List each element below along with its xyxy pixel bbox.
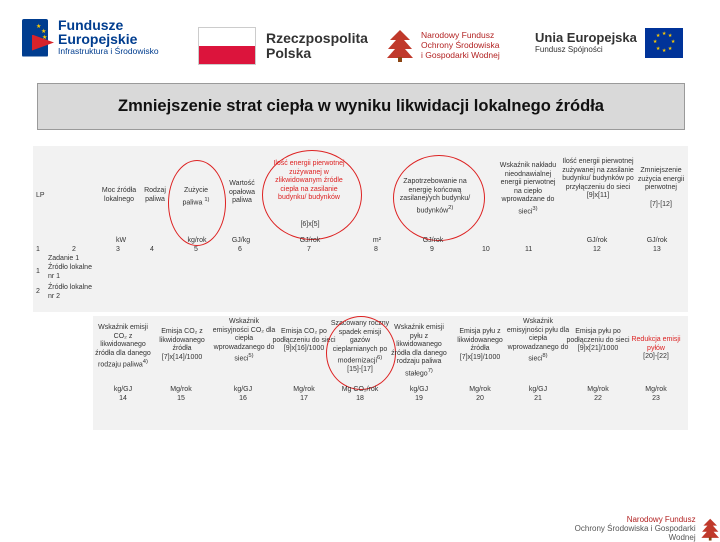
row-num: 2 — [36, 288, 40, 295]
unit-cell: GJ/rok — [586, 237, 608, 244]
col-14: Wskaźnik emisji CO₂ z likwidowanego źródła dla danego rodzaju paliwa$^{4)}$ — [95, 324, 151, 369]
col-wartosc: Wartość opałowa paliwa — [228, 180, 256, 205]
col-ilosc2: Ilość energii pierwotnej zużywanej na zasilanie budynku/ budynków po przyłączeniu do sieci [9]x[11] — [562, 158, 634, 200]
col-number: 9 — [430, 246, 434, 253]
col-number: 14 — [119, 395, 127, 402]
col-number: 3 — [116, 246, 120, 253]
col-number: 23 — [652, 395, 660, 402]
col-number: 10 — [482, 246, 490, 253]
fe-emblem-icon: ★ ★ ★ — [22, 19, 54, 57]
row-label: Zadanie 1 — [48, 255, 80, 262]
col-number: 16 — [239, 395, 247, 402]
col-zmn: Zmniejszenie zużycia energii pierwotnej [7]-[12] — [637, 167, 685, 209]
col-number: 20 — [476, 395, 484, 402]
col-ilosc: Ilość energii pierwotnej zużywanej w zlikwidowanym źródle ciepła na zasilanie budynku/ budynków — [273, 160, 345, 202]
col-number: 1 — [36, 246, 40, 253]
row-label: Źródło lokalne nr 2 — [48, 284, 92, 300]
eu-flag-icon: ★ ★ ★ ★ ★ ★ ★ ★ — [645, 28, 683, 58]
highlight-oval — [262, 150, 362, 240]
col-number: 5 — [194, 246, 198, 253]
col-21: Wskaźnik emisyjności pyłu dla ciepła wprowadzanego do sieci$^{8)}$ — [506, 318, 570, 363]
rzeczpospolita-logo: Rzeczpospolita Polska — [198, 27, 368, 65]
col-zapotrz: Zapotrzebowanie na energię końcową zasilanej/ych budynku/ budynków$^{2)}$ — [399, 178, 471, 215]
col-18: Szacowany roczny spadek emisji gazów cieplarnianych po modernizacji$^{6)}$ [15]-[17] — [330, 320, 390, 374]
page-title: Zmniejszenie strat ciepła w wyniku likwidacji lokalnego źródła — [118, 97, 604, 115]
unit-cell: kg/GJ — [528, 386, 548, 393]
col-moc: Moc źródła lokalnego — [101, 187, 137, 203]
col-wskaznik: Wskaźnik nakładu nieodnawialnej energii pierwotnej na ciepło wprowadzane do sieci$^{3)}$ — [499, 162, 557, 216]
col-number: 13 — [653, 246, 661, 253]
nfosigw-logo: Narodowy Fundusz Ochrony Środowiska i Gospodarki Wodnej — [385, 28, 500, 62]
col-number: 6 — [238, 246, 242, 253]
unit-cell: kg/GJ — [233, 386, 253, 393]
unit-cell: kg/GJ — [113, 386, 133, 393]
col-16: Wskaźnik emisyjności CO₂ dla ciepła wprowadzanego do sieci$^{5)}$ — [212, 318, 276, 363]
col-22: Emisja pyłu po podłączeniu do sieci [9]x[21]/1000 — [566, 328, 630, 353]
col-number: 12 — [593, 246, 601, 253]
unit-cell: Mg/rok — [469, 386, 491, 393]
col-number: 22 — [594, 395, 602, 402]
col-23: Redukcja emisji pyłów [20]-[22] — [631, 336, 681, 361]
col-15: Emisja CO₂ z likwidowanego źródła [7]x[14]/1000 — [159, 328, 205, 361]
unit-cell: m² — [372, 237, 382, 244]
col-number: 8 — [374, 246, 378, 253]
tree-icon — [700, 517, 720, 541]
highlight-oval — [168, 160, 226, 246]
col-zuzycie: Zużycie paliwa $^{1)}$ — [182, 187, 210, 206]
highlight-oval — [393, 155, 485, 241]
unit-cell: GJ/rok — [422, 237, 444, 244]
unit-cell: kW — [115, 237, 127, 244]
polish-flag-icon — [198, 27, 256, 65]
unit-cell: GJ/rok — [299, 237, 321, 244]
unit-cell: Mg CO₂/rok — [341, 386, 379, 393]
col-17: Emisja CO₂ po podłączeniu do sieci [9]x[16]/1000 — [272, 328, 336, 353]
col-number: 11 — [525, 246, 533, 253]
col-number: 2 — [72, 246, 76, 253]
col-number: 18 — [356, 395, 364, 402]
highlight-oval — [326, 316, 396, 390]
unit-cell: kg/rok — [187, 237, 207, 244]
col-ilosc-formula: [6]x[5] — [300, 221, 320, 228]
col-20: Emisja pyłu z likwidowanego źródła [7]x[19]/1000 — [457, 328, 503, 361]
col-number: 4 — [150, 246, 154, 253]
eu-logo: Unia Europejska Fundusz Spójności ★ ★ ★ ★ ★ ★ ★ ★ — [535, 28, 683, 58]
col-number: 15 — [177, 395, 185, 402]
row-num: 1 — [36, 268, 40, 275]
col-number: 7 — [307, 246, 311, 253]
col-number: 21 — [534, 395, 542, 402]
tree-icon — [385, 28, 415, 62]
col-number: 17 — [300, 395, 308, 402]
col-19: Wskaźnik emisji pyłu z likwidowanego źródła dla danego rodzaju paliwa stałego$^{7)}$ — [391, 324, 447, 378]
unit-cell: Mg/rok — [170, 386, 192, 393]
unit-cell: Mg/rok — [645, 386, 667, 393]
row-label: Źródło lokalne nr 1 — [48, 264, 92, 280]
col-number: 19 — [415, 395, 423, 402]
unit-cell: Mg/rok — [293, 386, 315, 393]
lp-header: LP — [36, 192, 45, 199]
unit-cell: GJ/rok — [646, 237, 668, 244]
title-bar — [37, 83, 685, 130]
unit-cell: kg/GJ — [409, 386, 429, 393]
col-rodzaj: Rodzaj paliwa — [144, 187, 166, 203]
bottom-nfosigw-logo: Narodowy Fundusz Ochrony Środowiska i Gospodarki Wodnej — [568, 515, 720, 542]
unit-cell: Mg/rok — [587, 386, 609, 393]
fundusze-europejskie-logo: ★ ★ ★ Fundusze Europejskie Infrastruktura i Środowisko — [22, 18, 159, 57]
unit-cell: GJ/kg — [231, 237, 251, 244]
